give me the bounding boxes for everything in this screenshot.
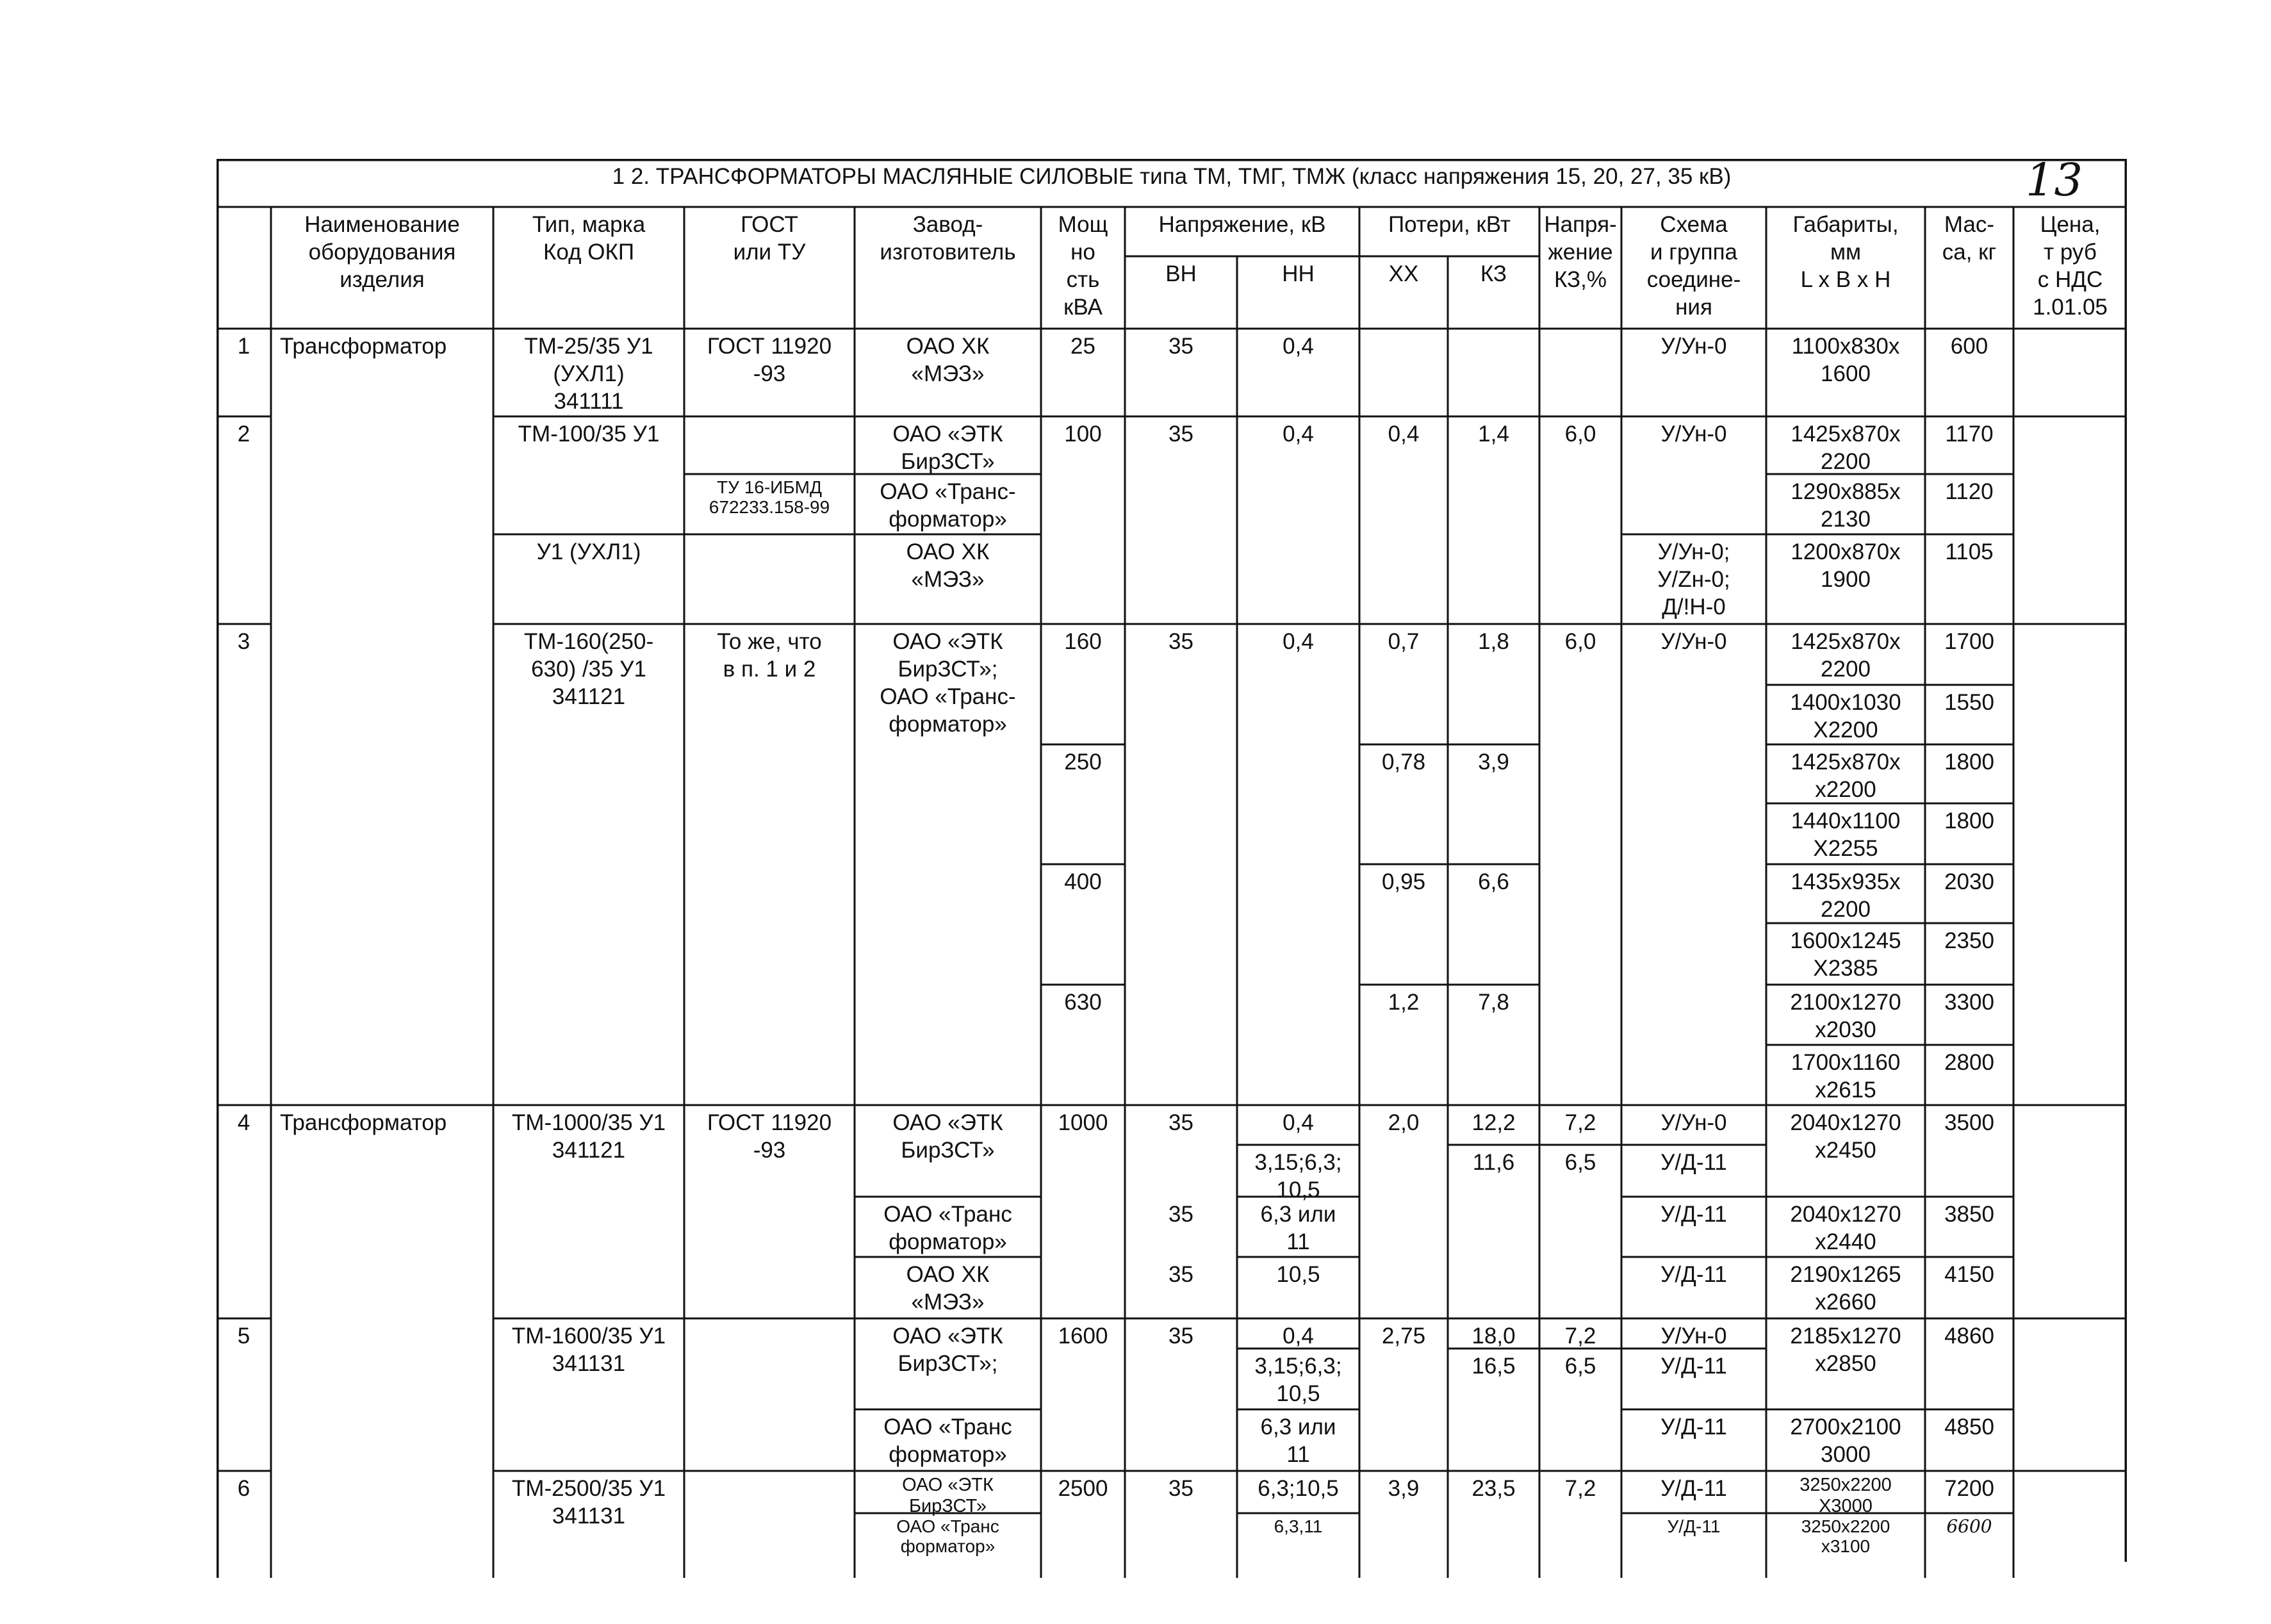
row-5b-scheme: У/Д-11	[1660, 1354, 1727, 1379]
row-2-sc: 1,4	[1478, 422, 1509, 447]
row-4d-dims: 2190х1265 х2660	[1790, 1262, 1901, 1315]
row-4d-lv: 10,5	[1276, 1262, 1320, 1287]
header-voltage: Напряжение, кВ	[1158, 212, 1326, 237]
row-3b-dims: 1400х1030 Х2200	[1790, 690, 1901, 743]
row-1-hv: 35	[1168, 334, 1193, 359]
row-2-mass: 1170	[1945, 422, 1994, 447]
row-2c-dims: 1200х870х 1900	[1791, 539, 1901, 593]
row-4-name: Трансформатор	[280, 1110, 447, 1135]
header-mass: Мас- са, кг	[1942, 212, 1997, 265]
row-5-plant: ОАО «ЭТК БирЗСТ»;	[892, 1324, 1003, 1377]
row-5-power: 1600	[1058, 1324, 1108, 1349]
row-3g-power: 630	[1064, 990, 1102, 1015]
row-5c-plant: ОАО «Транс форматор»	[883, 1415, 1012, 1468]
row-4d-mass: 4150	[1944, 1262, 1994, 1287]
row-3-uk: 6,0	[1564, 629, 1596, 654]
row-4b-uk: 6,5	[1564, 1150, 1596, 1175]
row-4-sc: 12,2	[1472, 1110, 1516, 1135]
row-4-number: 4	[237, 1110, 250, 1135]
row-6b-scheme: У/Д-11	[1667, 1516, 1721, 1536]
row-1-plant: ОАО ХК «МЭЗ»	[906, 334, 990, 387]
header-price: Цена, т руб с НДС 1.01.05	[2033, 212, 2108, 320]
header-voltage-lv: НН	[1282, 261, 1315, 286]
header-scheme: Схема и группа соедине- ния	[1646, 212, 1741, 320]
row-4b-sc: 11,6	[1472, 1150, 1515, 1175]
row-3e-sc: 6,6	[1478, 869, 1509, 894]
row-4d-plant: ОАО ХК «МЭЗ»	[906, 1262, 990, 1315]
header-power: Мощ но сть кВА	[1058, 212, 1108, 320]
row-6-sc: 23,5	[1472, 1476, 1516, 1501]
row-6-scheme: У/Д-11	[1660, 1476, 1727, 1501]
row-3-plant: ОАО «ЭТК БирЗСТ»; ОАО «Транс- форматор»	[880, 629, 1016, 737]
row-2-plant: ОАО «ЭТК БирЗСТ»	[892, 422, 1003, 475]
row-3-type: ТМ-160(250- 630) /35 У1 341121	[523, 629, 654, 710]
row-6b-plant: ОАО «Транс форматор»	[896, 1516, 999, 1556]
header-dims: Габариты, мм L х В х Н	[1792, 212, 1899, 293]
row-6-nl: 3,9	[1388, 1476, 1420, 1501]
row-4-scheme: У/Ун-0	[1660, 1110, 1727, 1135]
row-6-power: 2500	[1058, 1476, 1108, 1501]
row-3-power: 160	[1064, 629, 1102, 654]
row-5-scheme: У/Ун-0	[1660, 1324, 1727, 1349]
row-4-plant: ОАО «ЭТК БирЗСТ»	[892, 1110, 1003, 1163]
row-4b-lv: 3,15;6,3; 10,5	[1254, 1150, 1342, 1203]
row-3c-sc: 3,9	[1478, 750, 1509, 775]
row-5c-mass: 4850	[1944, 1415, 1994, 1439]
row-2-lv: 0,4	[1283, 422, 1314, 447]
row-5c-dims: 2700х2100 3000	[1790, 1415, 1901, 1468]
row-2-hv: 35	[1168, 422, 1193, 447]
row-4-dims: 2040х1270 х2450	[1790, 1110, 1901, 1163]
row-3f-mass: 2350	[1944, 928, 1994, 953]
row-6-dims: 3250х2200 Х3000	[1800, 1475, 1892, 1517]
row-3-hv: 35	[1168, 629, 1193, 654]
row-3g-mass: 3300	[1944, 990, 1994, 1015]
row-3c-mass: 1800	[1944, 750, 1994, 775]
row-2c-scheme: У/Ун-0; У/Zн-0; Д/!Н-0	[1657, 539, 1730, 620]
row-5-number: 5	[237, 1324, 250, 1349]
row-6b-dims: 3250х2200 х3100	[1801, 1516, 1890, 1556]
row-4-gost: ГОСТ 11920 -93	[707, 1110, 832, 1163]
header-voltage-hv: ВН	[1165, 261, 1197, 286]
row-2-uk: 6,0	[1564, 422, 1596, 447]
header-sc-voltage: Напря- жение КЗ,%	[1544, 212, 1617, 293]
row-3e-dims: 1435х935х 2200	[1791, 869, 1901, 923]
row-4c-mass: 3850	[1944, 1202, 1994, 1227]
row-1-type: ТМ-25/35 У1 (УХЛ1) 341111	[524, 334, 653, 414]
row-3b-mass: 1550	[1944, 690, 1994, 715]
row-2-dims: 1425х870х 2200	[1791, 422, 1901, 475]
row-3-dims: 1425х870х 2200	[1791, 629, 1901, 682]
page-number-mark: 13	[2026, 154, 2083, 206]
row-6-number: 6	[237, 1476, 250, 1501]
row-3d-mass: 1800	[1944, 808, 1994, 833]
row-5-sc: 18,0	[1472, 1324, 1516, 1349]
row-3h-mass: 2800	[1944, 1050, 1994, 1075]
row-1-gost: ГОСТ 11920 -93	[707, 334, 832, 387]
header-losses: Потери, кВт	[1388, 212, 1511, 237]
transformer-price-table	[217, 159, 2127, 1578]
row-1-scheme: У/Ун-0	[1660, 334, 1727, 359]
table-title: 1 2. ТРАНСФОРМАТОРЫ МАСЛЯНЫЕ СИЛОВЫЕ типа ТМ, ТМГ, ТМЖ (класс напряжения 15, 20, 27, 35 кВ)	[612, 164, 1732, 189]
row-4-lv: 0,4	[1283, 1110, 1314, 1135]
row-5b-sc: 16,5	[1472, 1354, 1516, 1379]
row-4d-hv: 35	[1168, 1262, 1193, 1287]
row-3e-power: 400	[1064, 869, 1102, 894]
row-3g-sc: 7,8	[1478, 990, 1509, 1015]
header-plant: Завод- изготовитель	[880, 212, 1016, 265]
row-2-nl: 0,4	[1388, 422, 1420, 447]
row-2b-dims: 1290х885х 2130	[1791, 479, 1901, 532]
row-2b-gost: ТУ 16-ИБМД 672233.158-99	[709, 477, 830, 517]
row-2-power: 100	[1064, 422, 1102, 447]
row-3e-mass: 2030	[1944, 869, 1994, 894]
row-3f-dims: 1600х1245 Х2385	[1790, 928, 1901, 981]
row-3c-dims: 1425х870х х2200	[1791, 750, 1901, 803]
row-2c-plant: ОАО ХК «МЭЗ»	[906, 539, 990, 593]
row-6-lv: 6,3;10,5	[1258, 1476, 1339, 1501]
row-6-hv: 35	[1168, 1476, 1193, 1501]
row-2-scheme: У/Ун-0	[1660, 422, 1727, 447]
row-5b-uk: 6,5	[1564, 1354, 1596, 1379]
row-2b-plant: ОАО «Транс- форматор»	[880, 479, 1016, 532]
row-6b-mass: 6600	[1946, 1516, 1992, 1537]
row-3-nl: 0,7	[1388, 629, 1420, 654]
row-4d-scheme: У/Д-11	[1660, 1262, 1727, 1287]
row-2c-mass: 1105	[1945, 539, 1994, 564]
row-5b-lv: 3,15;6,3; 10,5	[1254, 1354, 1342, 1407]
row-5c-scheme: У/Д-11	[1660, 1415, 1727, 1439]
row-3-lv: 0,4	[1283, 629, 1314, 654]
row-5-mass: 4860	[1944, 1324, 1994, 1349]
row-3g-nl: 1,2	[1388, 990, 1420, 1015]
row-2-type: ТМ-100/35 У1	[518, 422, 660, 447]
row-4-type: ТМ-1000/35 У1 341121	[511, 1110, 666, 1163]
row-3d-dims: 1440х1100 Х2255	[1791, 808, 1901, 862]
header-name: Наименование оборудования изделия	[304, 212, 460, 293]
row-3e-nl: 0,95	[1381, 869, 1426, 894]
header-gost: ГОСТ или ТУ	[733, 212, 806, 265]
row-3h-dims: 1700х1160 х2615	[1791, 1050, 1901, 1103]
row-6-plant: ОАО «ЭТК БирЗСТ»	[902, 1475, 994, 1517]
row-6b-lv: 6,3,11	[1274, 1516, 1323, 1536]
row-4c-plant: ОАО «Транс форматор»	[883, 1202, 1012, 1255]
row-4c-dims: 2040х1270 х2440	[1790, 1202, 1901, 1255]
row-3-gost: То же, что в п. 1 и 2	[717, 629, 822, 682]
row-4c-lv: 6,3 или 11	[1260, 1202, 1336, 1255]
row-4-uk: 7,2	[1564, 1110, 1596, 1135]
row-3-mass: 1700	[1944, 629, 1994, 654]
row-5c-lv: 6,3 или 11	[1260, 1415, 1336, 1468]
row-2-number: 2	[237, 422, 250, 447]
row-5-dims: 2185х1270 х2850	[1790, 1324, 1901, 1377]
row-6-type: ТМ-2500/35 У1 341131	[511, 1476, 666, 1529]
row-6-mass: 7200	[1944, 1476, 1994, 1501]
row-4-nl: 2,0	[1388, 1110, 1420, 1135]
row-2b-mass: 1120	[1945, 479, 1994, 504]
row-5-hv: 35	[1168, 1324, 1193, 1349]
row-1-power: 25	[1070, 334, 1095, 359]
row-4-mass: 3500	[1944, 1110, 1994, 1135]
row-5-type: ТМ-1600/35 У1 341131	[511, 1324, 666, 1377]
row-3-number: 3	[237, 629, 250, 654]
row-5-uk: 7,2	[1564, 1324, 1596, 1349]
row-3-sc: 1,8	[1478, 629, 1509, 654]
row-4-hv: 35	[1168, 1110, 1193, 1135]
row-4-power: 1000	[1058, 1110, 1108, 1135]
row-6-uk: 7,2	[1564, 1476, 1596, 1501]
row-3c-nl: 0,78	[1381, 750, 1426, 775]
row-4c-scheme: У/Д-11	[1660, 1202, 1727, 1227]
row-3-scheme: У/Ун-0	[1660, 629, 1727, 654]
row-3g-dims: 2100х1270 х2030	[1790, 990, 1901, 1043]
row-1-name: Трансформатор	[280, 334, 447, 359]
row-2c-type: У1 (УХЛ1)	[536, 539, 641, 564]
row-5-lv: 0,4	[1283, 1324, 1314, 1349]
row-1-number: 1	[237, 334, 250, 359]
header-losses-nl: ХХ	[1388, 261, 1419, 286]
row-4c-hv: 35	[1168, 1202, 1193, 1227]
row-5-nl: 2,75	[1381, 1324, 1426, 1349]
row-1-dims: 1100х830х 1600	[1791, 334, 1900, 387]
row-1-mass: 600	[1950, 334, 1988, 359]
row-4b-scheme: У/Д-11	[1660, 1150, 1727, 1175]
header-losses-sc: КЗ	[1480, 261, 1507, 286]
row-3c-power: 250	[1064, 750, 1102, 775]
row-1-lv: 0,4	[1283, 334, 1314, 359]
header-type: Тип, марка Код ОКП	[532, 212, 646, 265]
